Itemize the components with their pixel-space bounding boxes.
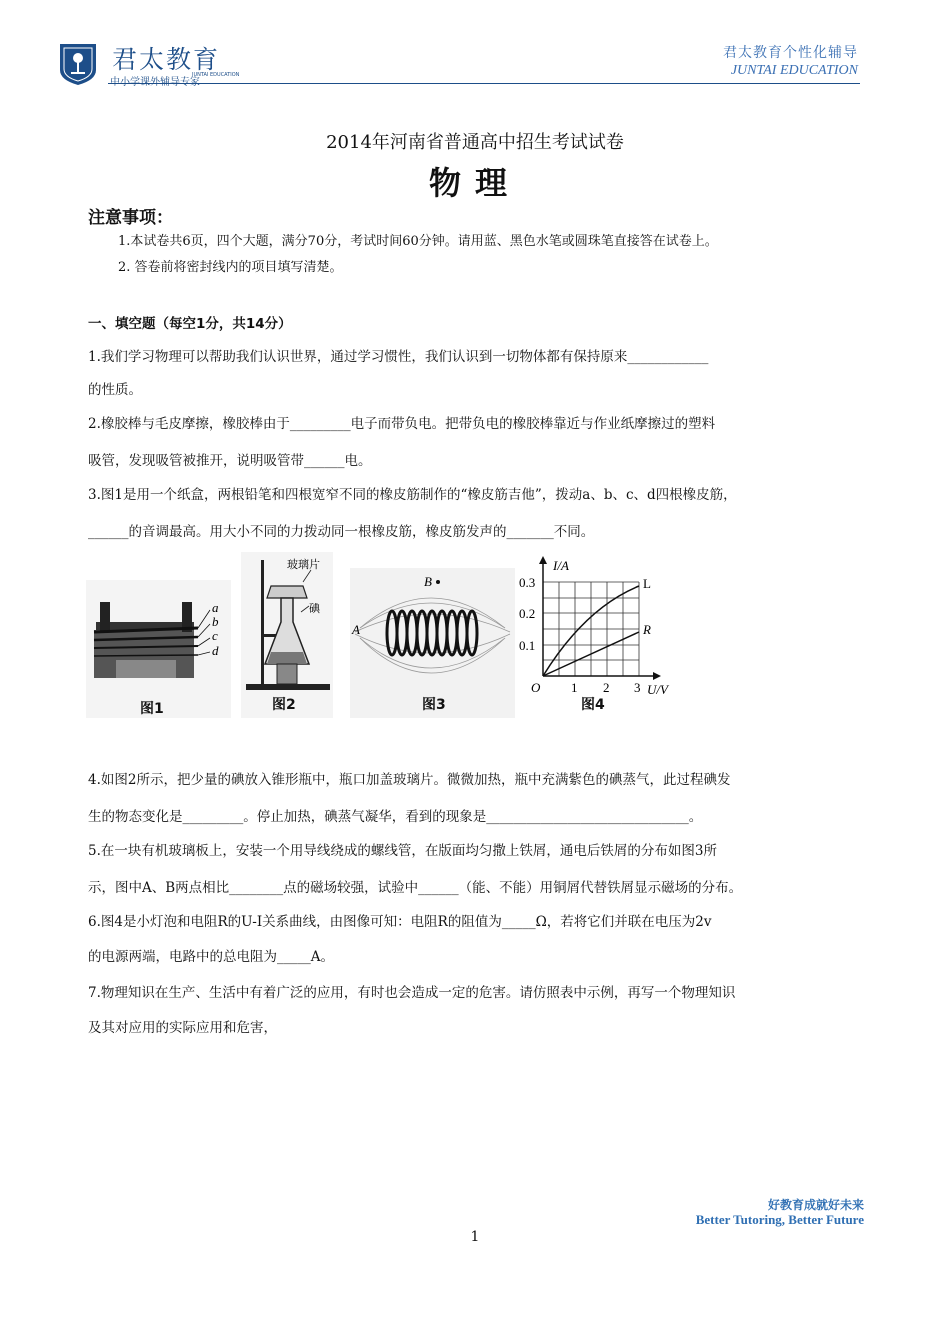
y-tick: 0.2 <box>519 606 536 621</box>
section-heading: 一、填空题（每空1分，共14分） <box>88 316 292 332</box>
x-tick: 2 <box>603 680 610 695</box>
point-a-label: A <box>352 622 360 637</box>
brand-tagline-en: JUNTAI EDUCATION <box>192 72 240 78</box>
figure-2 <box>241 552 333 718</box>
question-line: 吸管，发现吸管被推开，说明吸管带______电。 <box>88 453 372 469</box>
page-number: 1 <box>470 1229 480 1245</box>
question-line: 3.图1是用一个纸盒，两根铅笔和四根宽窄不同的橡皮筋制作的“橡皮筋吉他”，拨动a、b、c、d四根橡皮筋， <box>88 487 737 503</box>
x-tick: 3 <box>634 680 641 695</box>
band-label-c: c <box>212 628 218 643</box>
question-line: 示，图中A、B两点相比________点的磁场较强，试验中______（能、不能）用铜屑代替铁屑显示磁场的分布。 <box>88 880 743 896</box>
footer-slogan-en: Better Tutoring, Better Future <box>695 1212 864 1227</box>
question-line: 的性质。 <box>88 382 142 398</box>
figure-1 <box>86 580 231 718</box>
question-line: 生的物态变化是_________。停止加热，碘蒸气凝华，看到的现象是______________________________。 <box>88 809 703 825</box>
question-line: 及其对应用的实际应用和危害， <box>88 1020 277 1036</box>
figure-3 <box>350 568 515 718</box>
header-divider <box>108 83 860 84</box>
logo-emblem <box>58 42 98 86</box>
band-label-d: d <box>212 643 219 658</box>
iu-graph <box>515 548 683 718</box>
question-line: 的电源两端，电路中的总电阻为_____A。 <box>88 949 334 965</box>
question-line: 4.如图2所示，把少量的碘放入锥形瓶中，瓶口加盖玻璃片。微微加热，瓶中充满紫色的碘蒸气，此过程碘发 <box>88 772 731 788</box>
question-line: ______的音调最高。用大小不同的力拨动同一根橡皮筋，橡皮筋发声的_______不同。 <box>88 524 595 540</box>
figure-2-caption: 图2 <box>272 697 296 713</box>
question-line: 2.橡胶棒与毛皮摩擦，橡胶棒由于_________电子而带负电。把带负电的橡胶棒靠近与作业纸摩擦过的塑料 <box>88 416 716 432</box>
x-tick: 1 <box>571 680 578 695</box>
y-tick: 0.1 <box>519 638 536 653</box>
y-axis-label: I/A <box>553 558 569 573</box>
brand-name: 君太教育 <box>112 45 221 74</box>
figure-4-caption: 图4 <box>581 697 605 713</box>
note-item-1: 1.本试卷共6页，四个大题，满分70分，考试时间60分钟。请用蓝、黑色水笔或圆珠笔直接答在试卷上。 <box>118 234 718 249</box>
curve-l-label: L <box>643 576 651 591</box>
band-label-b: b <box>212 614 219 629</box>
header-right-title: 君太教育个性化辅导 <box>723 45 858 61</box>
note-item-2: 2. 答卷前将密封线内的项目填写清楚。 <box>118 260 343 275</box>
figure-4 <box>515 548 683 718</box>
x-axis-label: U/V <box>647 682 668 697</box>
point-b-label: B <box>424 574 432 589</box>
footer-slogan: 好教育成就好未来 <box>767 1198 864 1212</box>
exam-title: 2014年河南省普通高中招生考试试卷 <box>326 132 624 153</box>
question-line: 1.我们学习物理可以帮助我们认识世界，通过学习惯性，我们认识到一切物体都有保持原来____________ <box>88 349 709 365</box>
question-line: 5.在一块有机玻璃板上，安装一个用导线绕成的螺线管，在版面均匀撒上铁屑，通电后铁屑的分布如图3所 <box>88 843 717 859</box>
curve-r-label: R <box>643 622 651 637</box>
question-line: 6.图4是小灯泡和电阻R的U-I关系曲线，由图像可知：电阻R的阻值为_____Ω，若将它们并联在电压为2v <box>88 914 712 930</box>
subject-title: 物理 <box>428 164 521 202</box>
figure-1-caption: 图1 <box>140 701 164 717</box>
y-tick: 0.3 <box>519 575 536 590</box>
band-label-a: a <box>212 600 219 615</box>
brand-tagline <box>110 73 200 88</box>
question-line: 7.物理知识在生产、生活中有着广泛的应用，有时也会造成一定的危害。请仿照表中示例，再写一个物理知识 <box>88 985 736 1001</box>
figure-3-caption: 图3 <box>422 697 446 713</box>
iodine-label: 碘 <box>309 602 320 615</box>
origin-label: O <box>531 680 541 695</box>
glass-plate-label: 玻璃片 <box>287 558 320 571</box>
header-right-subtitle: JUNTAI EDUCATION <box>730 63 858 78</box>
notes-heading: 注意事项： <box>88 208 173 228</box>
